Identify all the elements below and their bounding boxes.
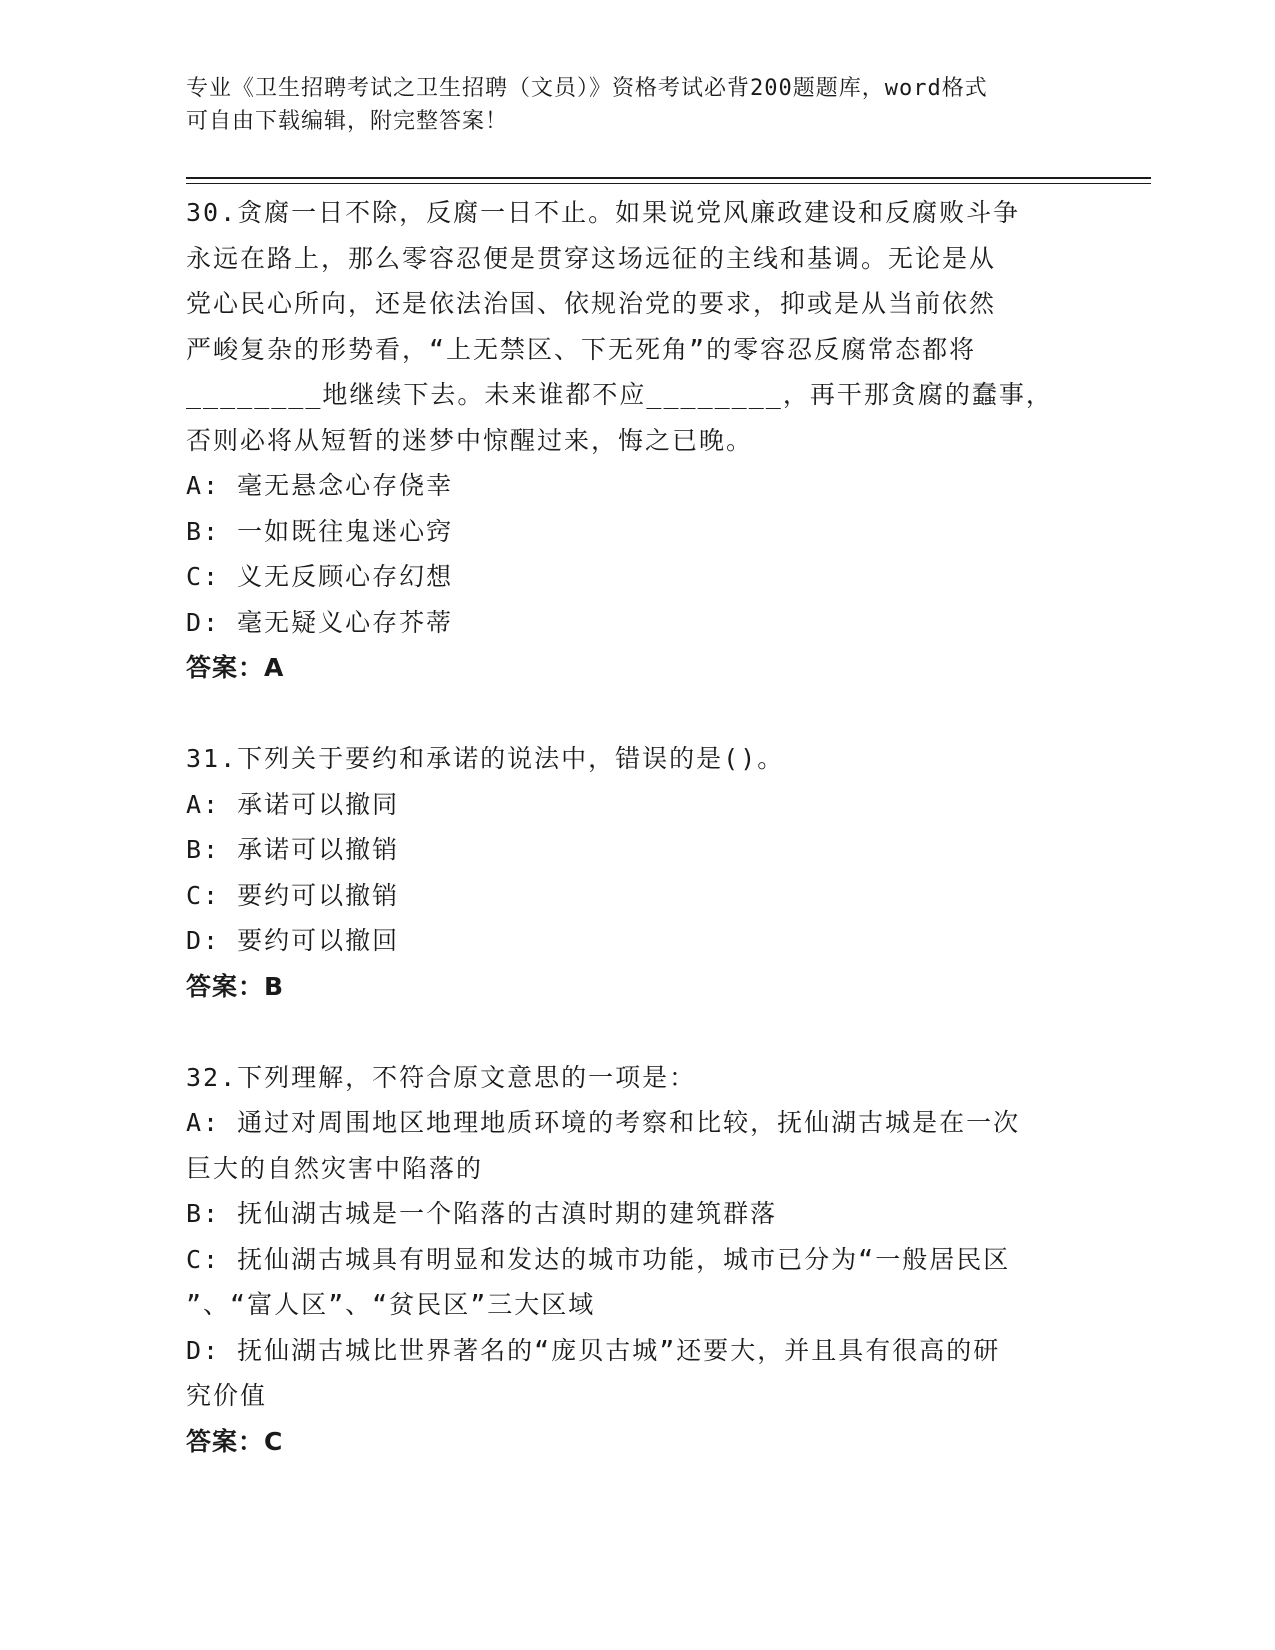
question-list	[186, 190, 1066, 1464]
option-c: C: 义无反顾心存幻想	[186, 562, 454, 591]
option-b: B: 抚仙湖古城是一个陷落的古滇时期的建筑群落	[186, 1199, 778, 1228]
option-a: A: 毫无悬念心存侥幸	[186, 471, 454, 500]
option-d: D: 要约可以撤回	[186, 926, 400, 955]
question-stem-line: 党心民心所向，还是依法治国、依规治党的要求，抑或是从当前依然	[186, 289, 997, 318]
option-c-continued: ”、“富人区”、“贫民区”三大区域	[186, 1290, 596, 1319]
page-header	[186, 72, 1066, 138]
option-b: B: 一如既往鬼迷心窍	[186, 516, 454, 546]
question-stem-line: 31.下列关于要约和承诺的说法中，错误的是()。	[186, 744, 785, 773]
question-stem-line: 严峻复杂的形势看，“上无禁区、下无死角”的零容忍反腐常态都将	[186, 334, 977, 364]
option-a: A: 通过对周围地区地理地质环境的考察和比较，抚仙湖古城是在一次	[186, 1108, 1021, 1137]
question-stem-line: 32.下列理解，不符合原文意思的一项是：	[186, 1062, 697, 1092]
header-line: 可自由下载编辑，附完整答案！	[186, 109, 509, 134]
question-stem-line: 否则必将从短暂的迷梦中惊醒过来，悔之已晚。	[186, 425, 754, 455]
answer-line: 答案：A	[186, 653, 285, 682]
option-d: D: 毫无疑义心存芥蒂	[186, 607, 454, 637]
question-31	[186, 736, 1066, 1009]
question-32	[186, 1055, 1066, 1465]
question-30	[186, 190, 1066, 691]
header-divider-thin	[186, 183, 1151, 184]
spacer	[186, 1009, 1066, 1055]
option-c: C: 要约可以撤销	[186, 880, 400, 910]
option-d-continued: 究价值	[186, 1381, 268, 1410]
option-a-continued: 巨大的自然灾害中陷落的	[186, 1153, 484, 1183]
option-c: C: 抚仙湖古城具有明显和发达的城市功能，城市已分为“一般居民区	[186, 1244, 1011, 1274]
question-stem-line: ________地继续下去。未来谁都不应________，再干那贪腐的蠢事，	[186, 380, 1053, 409]
answer-line: 答案：C	[186, 1426, 284, 1456]
spacer	[186, 691, 1066, 737]
question-stem-line: 30.贪腐一日不除，反腐一日不止。如果说党风廉政建设和反腐败斗争	[186, 198, 1021, 227]
header-line: 专业《卫生招聘考试之卫生招聘（文员）》资格考试必背200题题库，word格式	[186, 76, 988, 101]
question-stem-line: 永远在路上，那么零容忍便是贯穿这场远征的主线和基调。无论是从	[186, 243, 997, 273]
option-a: A: 承诺可以撤同	[186, 789, 400, 819]
answer-line: 答案：B	[186, 971, 285, 1001]
option-d: D: 抚仙湖古城比世界著名的“庞贝古城”还要大，并且具有很高的研	[186, 1335, 1001, 1365]
header-divider-thick	[186, 177, 1151, 179]
option-b: B: 承诺可以撤销	[186, 835, 400, 864]
